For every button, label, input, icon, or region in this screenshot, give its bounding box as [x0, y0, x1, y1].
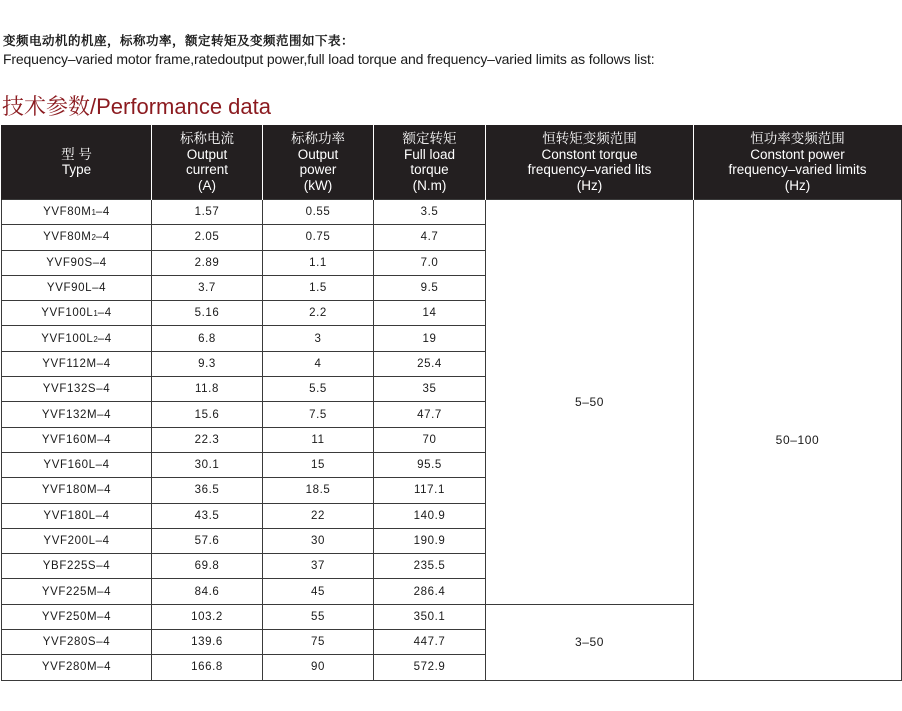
type-subscript: 2 — [93, 334, 98, 344]
cell-type — [2, 630, 152, 655]
type-base: YVF132S–4 — [42, 383, 111, 396]
type-subscript: 1 — [91, 208, 96, 218]
cell-full-load-torque: 235.5 — [374, 554, 486, 579]
header-line: Full load — [403, 146, 456, 162]
cell-full-load-torque: 286.4 — [374, 579, 486, 604]
cell-type — [2, 326, 152, 351]
cell-output-power: 5.5 — [263, 377, 374, 402]
cell-output-power: 55 — [263, 604, 374, 629]
cell-output-power: 30 — [263, 528, 374, 553]
type-base: YVF132M–4 — [41, 408, 112, 421]
cell-output-current: 69.8 — [152, 554, 263, 579]
header-line: Output — [297, 146, 339, 162]
cell-full-load-torque: 35 — [374, 377, 486, 402]
header-line: (Hz) — [784, 177, 811, 193]
cell-output-power: 3 — [263, 326, 374, 351]
cell-output-current: 57.6 — [152, 528, 263, 553]
header-line: 标称功率 — [291, 131, 345, 146]
header-line: current — [185, 162, 229, 177]
type-suffix: –4 — [97, 332, 112, 345]
header-output-power — [263, 125, 374, 200]
cell-output-power: 2.2 — [263, 301, 374, 326]
cell-output-power: 4 — [263, 351, 374, 376]
cell-constant-power-range: 50–100 — [694, 200, 902, 681]
cell-constant-torque-range: 3–50 — [486, 604, 694, 680]
type-subscript: 1 — [93, 309, 98, 319]
header-line: (kW) — [303, 177, 333, 193]
cell-output-power: 7.5 — [263, 402, 374, 427]
header-line: 额定转矩 — [402, 131, 457, 146]
cell-full-load-torque: 190.9 — [374, 528, 486, 553]
cell-full-load-torque: 447.7 — [374, 630, 486, 655]
type-base: YBF225S–4 — [42, 560, 111, 573]
cell-type — [2, 200, 152, 225]
header-type — [2, 125, 152, 200]
cell-constant-torque-range: 5–50 — [486, 200, 694, 605]
cell-type — [2, 427, 152, 452]
type-suffix: –4 — [95, 231, 110, 244]
header-line: 型 号 — [61, 146, 92, 162]
type-base: YVF160M–4 — [41, 433, 112, 446]
cell-full-load-torque: 7.0 — [374, 250, 486, 275]
cell-full-load-torque: 47.7 — [374, 402, 486, 427]
cell-output-current: 2.89 — [152, 250, 263, 275]
cell-full-load-torque: 14 — [374, 301, 486, 326]
type-subscript: 2 — [91, 233, 96, 243]
cell-output-current: 36.5 — [152, 478, 263, 503]
header-constant-power-range — [694, 125, 902, 200]
header-line: Constont power — [750, 146, 845, 162]
type-base: YVF180M–4 — [41, 484, 112, 497]
cell-type — [2, 250, 152, 275]
type-base: YVF280S–4 — [42, 636, 111, 649]
cell-output-current: 2.05 — [152, 225, 263, 250]
cell-type — [2, 655, 152, 680]
cell-type — [2, 528, 152, 553]
cell-output-current: 9.3 — [152, 351, 263, 376]
type-suffix: –4 — [95, 206, 110, 219]
header-constant-torque-range — [486, 125, 694, 200]
type-suffix: –4 — [97, 307, 112, 320]
cell-full-load-torque: 572.9 — [374, 655, 486, 680]
type-base: YVF100L — [41, 307, 94, 320]
cell-output-current: 166.8 — [152, 655, 263, 680]
type-base: YVF100L — [41, 332, 94, 345]
cell-output-current: 11.8 — [152, 377, 263, 402]
type-base: YVF90S–4 — [46, 256, 107, 269]
cell-type — [2, 452, 152, 477]
header-line: (A) — [198, 177, 216, 193]
cell-type — [2, 275, 152, 300]
cell-output-current: 84.6 — [152, 579, 263, 604]
performance-table — [1, 125, 902, 681]
cell-output-power: 0.55 — [263, 200, 374, 225]
cell-output-current: 1.57 — [152, 200, 263, 225]
cell-full-load-torque: 117.1 — [374, 478, 486, 503]
header-line: (N.m) — [412, 177, 447, 193]
cell-output-power: 11 — [263, 427, 374, 452]
intro-english: Frequency–varied motor frame,ratedoutput power,full load torque and frequency–varied limits as follows list: — [3, 51, 655, 67]
header-line: 标称电流 — [180, 131, 234, 146]
cell-output-current: 139.6 — [152, 630, 263, 655]
cell-full-load-torque: 4.7 — [374, 225, 486, 250]
cell-output-power: 0.75 — [263, 225, 374, 250]
header-output-current — [152, 125, 263, 200]
cell-type — [2, 579, 152, 604]
header-line: torque — [410, 162, 449, 177]
header-line: 恒功率变频范围 — [750, 131, 845, 146]
header-line: Type — [61, 162, 92, 177]
cell-output-current: 103.2 — [152, 604, 263, 629]
cell-output-current: 30.1 — [152, 452, 263, 477]
table-body — [2, 200, 902, 681]
section-title: 技术参数/Performance data — [2, 94, 271, 119]
cell-full-load-torque: 3.5 — [374, 200, 486, 225]
cell-full-load-torque: 140.9 — [374, 503, 486, 528]
header-line: power — [299, 162, 337, 177]
header-line: 恒转矩变频范围 — [542, 131, 637, 146]
cell-full-load-torque: 25.4 — [374, 351, 486, 376]
type-base: YVF112M–4 — [42, 357, 111, 370]
cell-output-power: 18.5 — [263, 478, 374, 503]
cell-output-power: 75 — [263, 630, 374, 655]
header-line: Output — [186, 146, 228, 162]
cell-output-current: 15.6 — [152, 402, 263, 427]
cell-type — [2, 301, 152, 326]
cell-type — [2, 503, 152, 528]
cell-output-power: 37 — [263, 554, 374, 579]
cell-output-current: 43.5 — [152, 503, 263, 528]
header-line: (Hz) — [576, 177, 603, 193]
cell-output-current: 6.8 — [152, 326, 263, 351]
header-line: Constont torque — [541, 146, 638, 162]
type-base: YVF180L–4 — [43, 509, 110, 522]
type-base: YVF160L–4 — [43, 459, 110, 472]
cell-output-current: 22.3 — [152, 427, 263, 452]
type-base: YVF280M–4 — [41, 661, 112, 674]
cell-output-power: 90 — [263, 655, 374, 680]
type-base: YVF225M–4 — [41, 585, 112, 598]
cell-type — [2, 225, 152, 250]
cell-output-current: 3.7 — [152, 275, 263, 300]
cell-type — [2, 402, 152, 427]
cell-full-load-torque: 70 — [374, 427, 486, 452]
header-full-load-torque — [374, 125, 486, 200]
cell-type — [2, 604, 152, 629]
type-base: YVF200L–4 — [43, 535, 110, 547]
intro-chinese: 变频电动机的机座，标称功率，额定转矩及变频范围如下表： — [3, 33, 355, 48]
type-base: YVF80M — [43, 206, 92, 219]
cell-full-load-torque: 95.5 — [374, 452, 486, 477]
cell-type — [2, 554, 152, 579]
cell-output-power: 45 — [263, 579, 374, 604]
cell-output-power: 22 — [263, 503, 374, 528]
type-base: YVF80M — [43, 231, 92, 244]
cell-output-power: 15 — [263, 452, 374, 477]
cell-full-load-torque: 9.5 — [374, 275, 486, 300]
cell-full-load-torque: 350.1 — [374, 604, 486, 629]
cell-full-load-torque: 19 — [374, 326, 486, 351]
table-header-row — [2, 125, 902, 200]
cell-output-power: 1.5 — [263, 275, 374, 300]
type-base: YVF250M–4 — [41, 610, 112, 623]
cell-type — [2, 377, 152, 402]
cell-type — [2, 351, 152, 376]
type-base: YVF90L–4 — [46, 282, 107, 295]
cell-output-current: 5.16 — [152, 301, 263, 326]
cell-output-power: 1.1 — [263, 250, 374, 275]
header-line: frequency–varied lits — [527, 162, 652, 177]
header-line: frequency–varied limits — [728, 162, 867, 177]
table-row — [2, 200, 902, 225]
cell-type — [2, 478, 152, 503]
